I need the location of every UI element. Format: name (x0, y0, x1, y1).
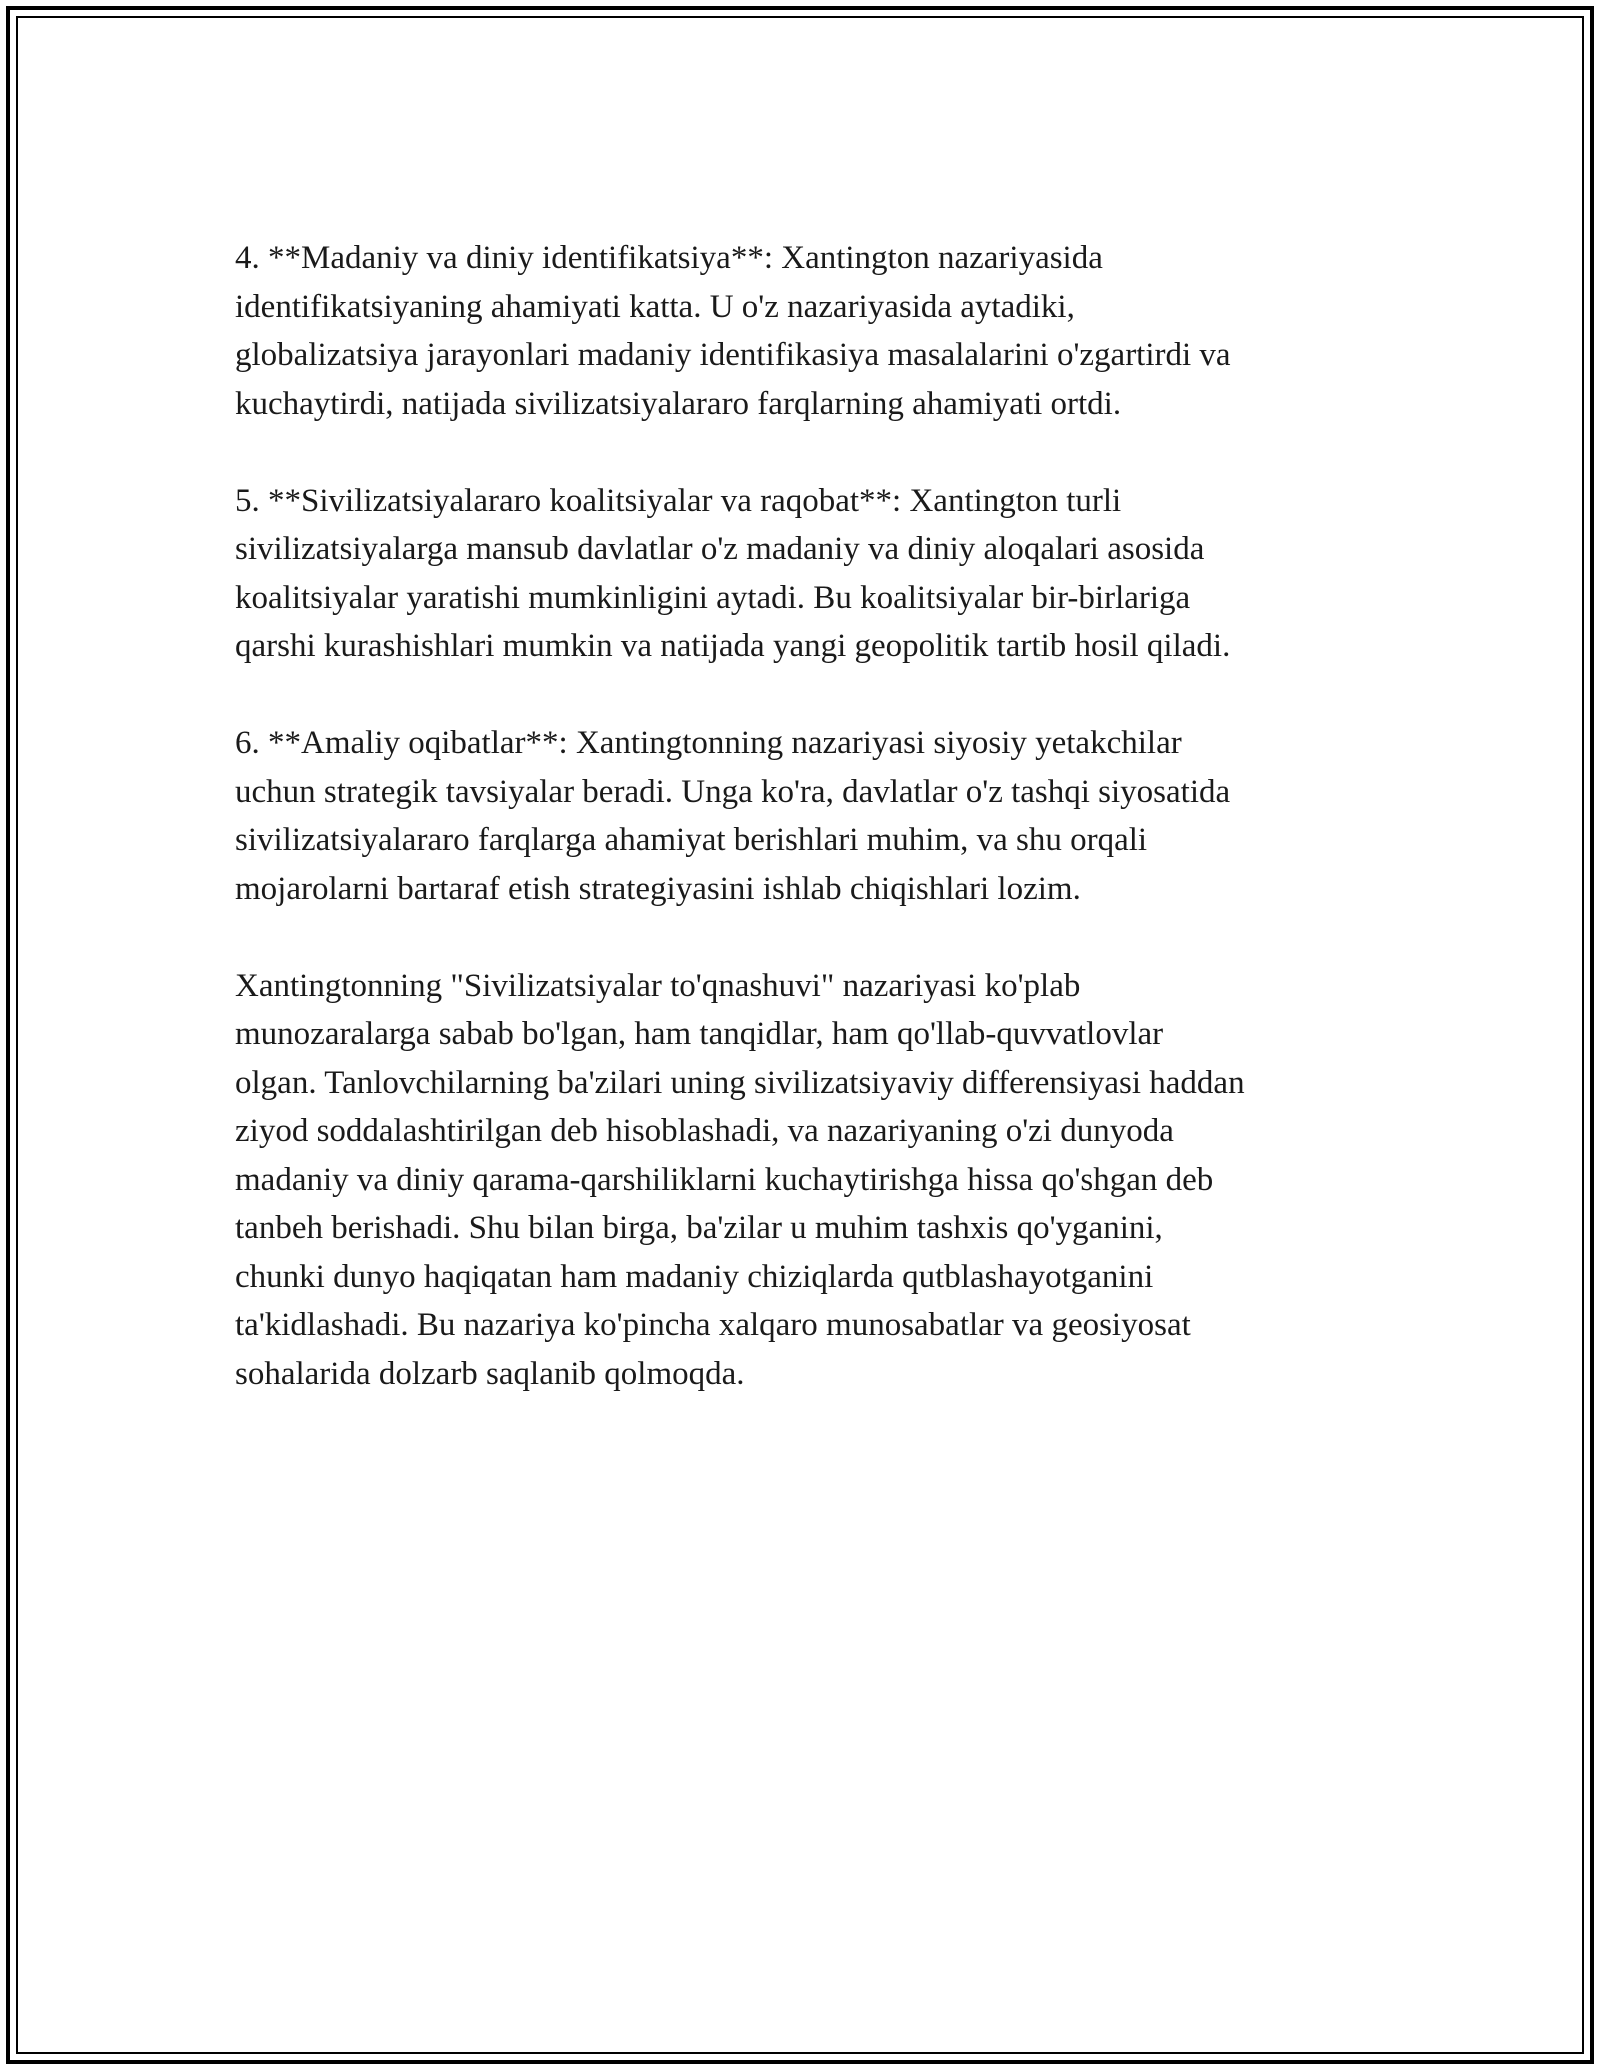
paragraph-item-4-cultural-identity: 4. **Madaniy va diniy identifikatsiya**: Xantington nazariyasida identifikatsiyaning ahamiyati katta. U o'z nazariyasida aytadiki, globalizatsiya jarayonlari madaniy identifikasiya masalalarini o'zgartirdi va kuchaytirdi, natijada sivilizatsiyalararo farqlarning ahamiyati ortdi. (235, 240, 1231, 422)
paragraph-item-5-coalitions: 5. **Sivilizatsiyalararo koalitsiyalar va raqobat**: Xantington turli sivilizatsiyalarga mansub davlatlar o'z madaniy va diniy aloqalari asosida koalitsiyalar yaratishi mumkinligini aytadi. Bu koalitsiyalar bir-birlariga qarshi kurashishlari mumkin va natijada yangi geopolitik tartib hosil qiladi. (235, 482, 1231, 664)
document-body (235, 234, 1395, 1398)
paragraph-item-6-practical-consequences: 6. **Amaliy oqibatlar**: Xantingtonning nazariyasi siyosiy yetakchilar uchun strategik tavsiyalar beradi. Unga ko'ra, davlatlar o'z tashqi siyosatida sivilizatsiyalararo farqlarga ahamiyat berishlari muhim, va shu orqali mojarolarni bartaraf etish strategiyasini ishlab chiqishlari lozim. (235, 725, 1231, 907)
paragraph-conclusion: Xantingtonning "Sivilizatsiyalar to'qnashuvi" nazariyasi ko'plab munozaralarga sabab bo'lgan, ham tanqidlar, ham qo'llab-quvvatlovlar olgan. Tanlovchilarning ba'zilari uning sivilizatsiyaviy differensiyasi haddan ziyod soddalashtirilgan deb hisoblashadi, va nazariyaning o'zi dunyoda madaniy va diniy qarama-qarshiliklarni kuchaytirishga hissa qo'shgan deb tanbeh berishadi. Shu bilan birga, ba'zilar u muhim tashxis qo'yganini, chunki dunyo haqiqatan ham madaniy chiziqlarda qutblashayotganini ta'kidlashadi. Bu nazariya ko'pincha xalqaro munosabatlar va geosiyosat sohalarida dolzarb saqlanib qolmoqda. (235, 967, 1245, 1392)
